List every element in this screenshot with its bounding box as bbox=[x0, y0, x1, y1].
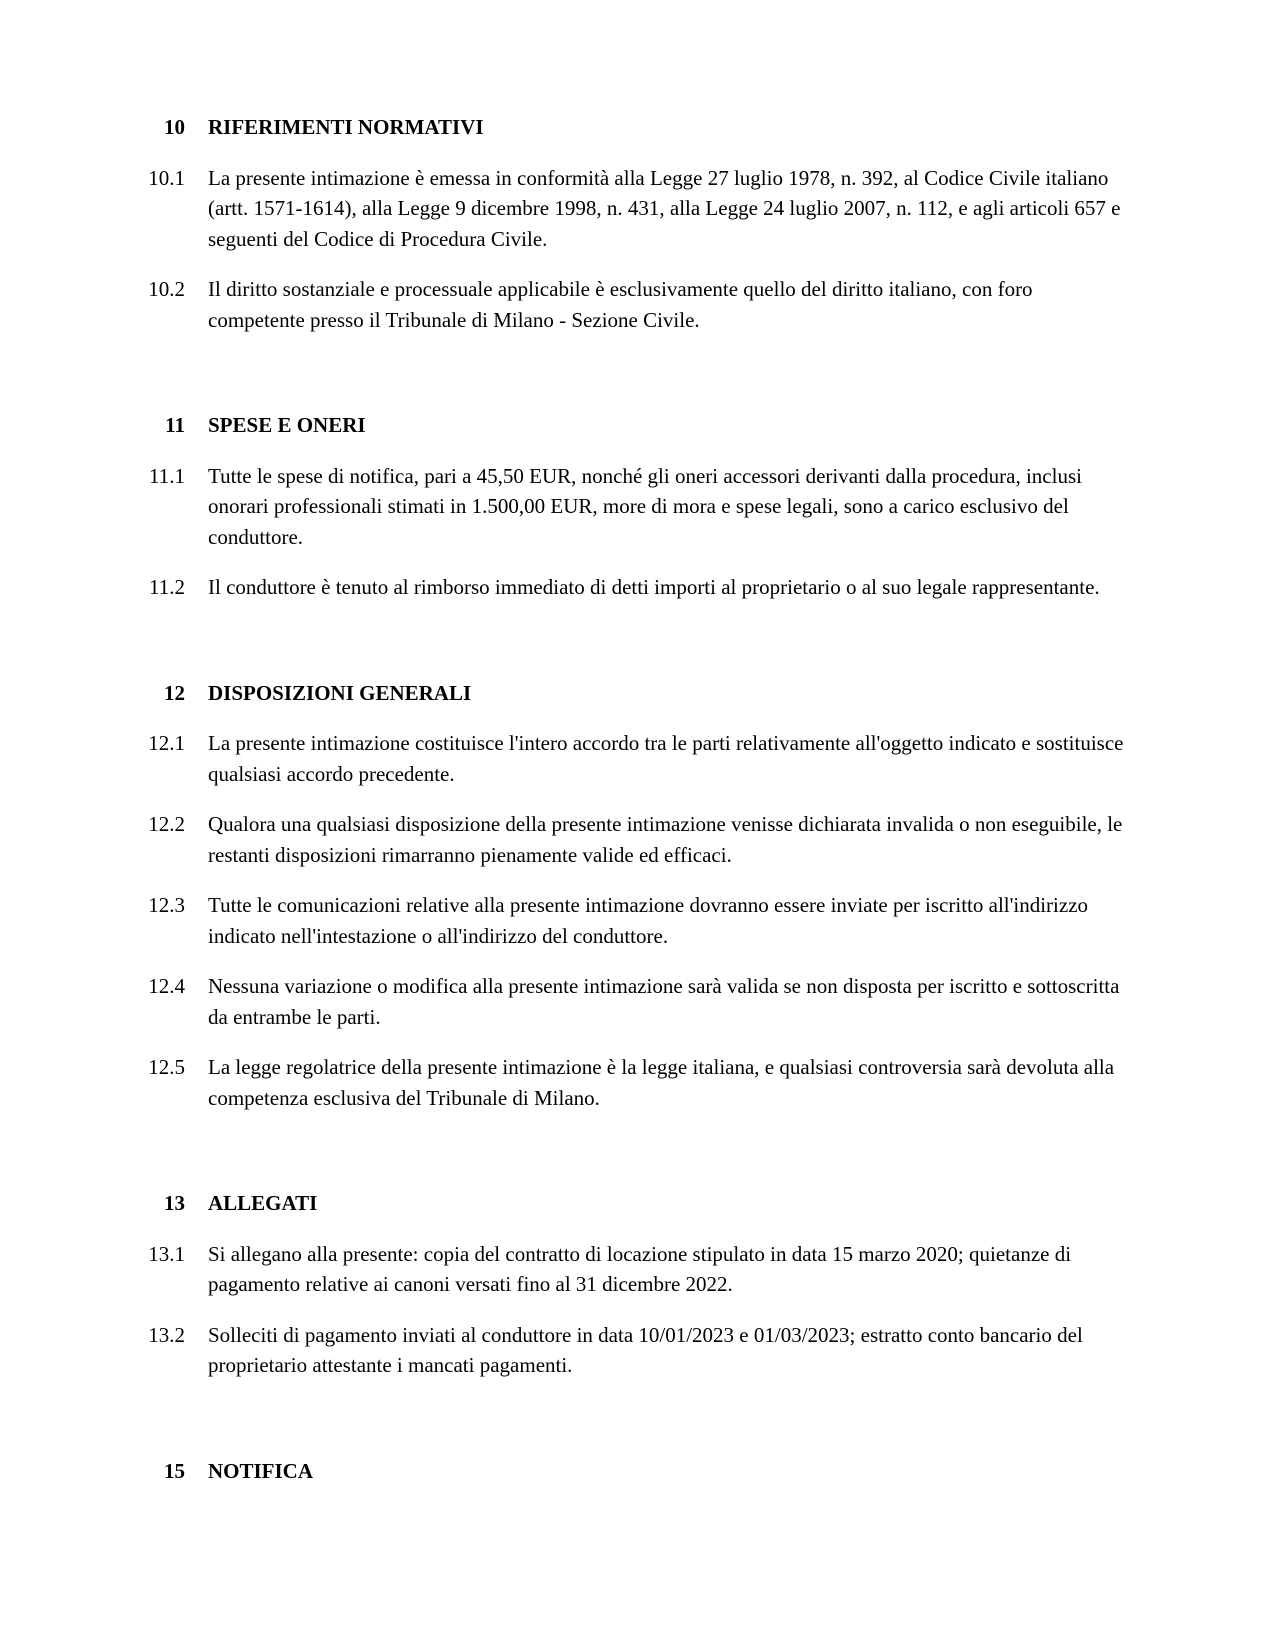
section-spese-e-oneri bbox=[130, 410, 1125, 603]
clause bbox=[130, 728, 1125, 789]
clause-text: Tutte le spese di notifica, pari a 45,50 EUR, nonché gli oneri accessori derivanti dalla procedura, inclusi onorari professionali stimati in 1.500,00 EUR, more di mora e spese legali, sono a carico esclusivo del conduttore. bbox=[208, 463, 1082, 549]
clause-number: 12.4 bbox=[148, 974, 185, 998]
clause-number: 12.2 bbox=[148, 812, 185, 836]
section-number: 10 bbox=[164, 115, 185, 139]
section-title: RIFERIMENTI NORMATIVI bbox=[208, 115, 484, 139]
clause-text: Qualora una qualsiasi disposizione della presente intimazione venisse dichiarata invalida o non eseguibile, le restanti disposizioni rimarranno pienamente valide ed efficaci. bbox=[208, 812, 1123, 867]
clause-text: Il diritto sostanziale e processuale applicabile è esclusivamente quello del diritto italiano, con foro competente presso il Tribunale di Milano - Sezione Civile. bbox=[208, 277, 1033, 332]
clause-number: 12.1 bbox=[148, 731, 185, 755]
section-riferimenti-normativi bbox=[130, 112, 1125, 335]
clause-number: 12.5 bbox=[148, 1055, 185, 1079]
section-number: 11 bbox=[165, 413, 185, 437]
section-disposizioni-generali bbox=[130, 678, 1125, 1114]
clause bbox=[130, 274, 1125, 335]
clause-text: Il conduttore è tenuto al rimborso immediato di detti importi al proprietario o al suo legale rappresentante. bbox=[208, 575, 1100, 599]
clause-text: La legge regolatrice della presente intimazione è la legge italiana, e qualsiasi controversia sarà devoluta alla competenza esclusiva del Tribunale di Milano. bbox=[208, 1055, 1115, 1110]
clause-number: 13.2 bbox=[148, 1322, 185, 1347]
section-allegati bbox=[130, 1188, 1125, 1381]
section-number: 13 bbox=[164, 1191, 185, 1215]
section-heading bbox=[130, 1456, 1125, 1487]
section-heading bbox=[130, 410, 1125, 441]
section-title: SPESE E ONERI bbox=[208, 413, 366, 437]
section-number: 15 bbox=[164, 1458, 185, 1483]
clause bbox=[130, 971, 1125, 1032]
clause bbox=[130, 461, 1125, 553]
section-title: DISPOSIZIONI GENERALI bbox=[208, 680, 472, 705]
clause-number: 13.1 bbox=[148, 1241, 185, 1266]
section-heading bbox=[130, 112, 1125, 143]
clause bbox=[130, 1320, 1125, 1381]
clause-text: Solleciti di pagamento inviati al conduttore in data 10/01/2023 e 01/03/2023; estratto conto bancario del proprietario attestante i mancati pagamenti. bbox=[208, 1322, 1083, 1377]
clause-number: 10.1 bbox=[148, 165, 185, 190]
clause bbox=[130, 809, 1125, 870]
clause-text: La presente intimazione costituisce l'intero accordo tra le parti relativamente all'oggetto indicato e sostituisce qualsiasi accordo precedente. bbox=[208, 731, 1124, 786]
clause-text: Tutte le comunicazioni relative alla presente intimazione dovranno essere inviate per iscritto all'indirizzo indicato nell'intestazione o all'indirizzo del conduttore. bbox=[208, 893, 1089, 948]
clause-text: Nessuna variazione o modifica alla presente intimazione sarà valida se non disposta per iscritto e sottoscritta da entrambe le parti. bbox=[208, 974, 1120, 1029]
clause-text: Si allegano alla presente: copia del contratto di locazione stipulato in data 15 marzo 2020; quietanze di pagamento relative ai canoni versati fino al 31 dicembre 2022. bbox=[208, 1241, 1072, 1296]
section-title: ALLEGATI bbox=[208, 1191, 318, 1215]
clause bbox=[130, 1239, 1125, 1300]
section-number: 12 bbox=[164, 680, 185, 705]
section-heading bbox=[130, 1188, 1125, 1219]
clause-number: 11.2 bbox=[149, 575, 185, 599]
section-title: NOTIFICA bbox=[208, 1458, 314, 1483]
clause bbox=[130, 163, 1125, 255]
clause-text: La presente intimazione è emessa in conformità alla Legge 27 luglio 1978, n. 392, al Codice Civile italiano (artt. 1571-1614), alla Legge 9 dicembre 1998, n. 431, alla Legge 24 luglio 2007, n. 112, e agli articoli 657 e seguenti del Codice di Procedura Civile. bbox=[208, 165, 1121, 251]
clause-number: 12.3 bbox=[148, 893, 185, 917]
clause bbox=[130, 1052, 1125, 1113]
clause-number: 11.1 bbox=[149, 463, 185, 488]
clause bbox=[130, 890, 1125, 951]
section-notifica bbox=[130, 1456, 1125, 1487]
clause-number: 10.2 bbox=[148, 277, 185, 301]
clause bbox=[130, 572, 1125, 603]
section-heading bbox=[130, 678, 1125, 709]
